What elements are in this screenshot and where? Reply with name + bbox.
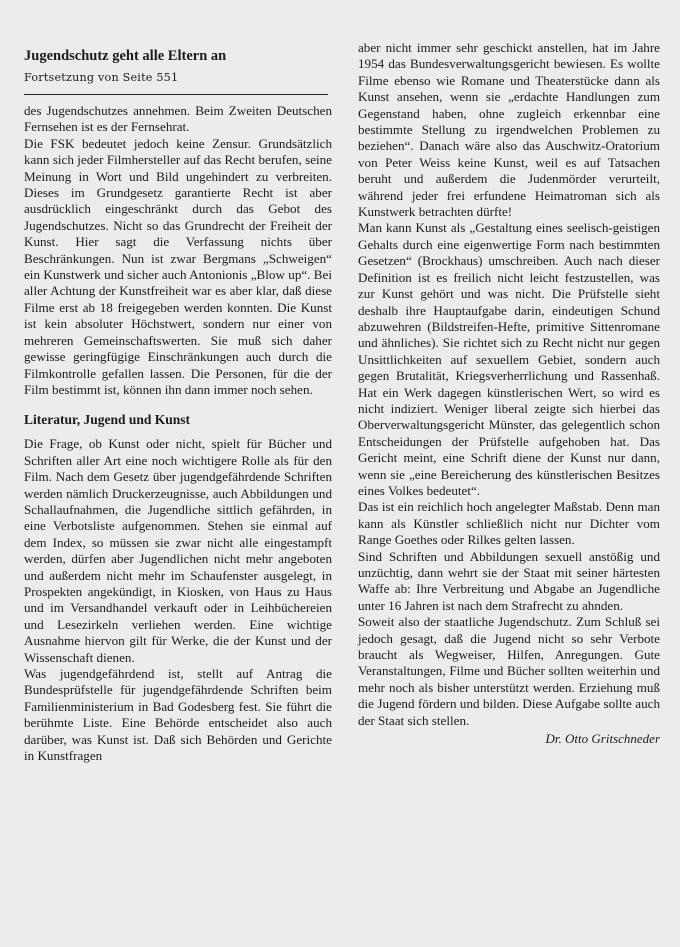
continuation-note: Fortsetzung von Seite 551	[24, 71, 179, 84]
paragraph: aber nicht immer sehr geschickt anstellen, hat im Jahre 1954 das Bundesverwaltungsgericht bewiesen. Es wollte Filme ebenso wie Romane und Theaterstücke dann als Kunst ansehen, wenn sie „erdachte Handlungen zum Gegenstand haben, ohne zugleich erkennbar eine bestimmte Stellung zu irgendwelchen Problemen zu beziehen“. Danach wäre also das Auschwitz-Oratorium von Peter Weiss keine Kunst, weil es auf Tatsachen beruht und außerdem die Judenmörder verurteilt, während jeder frei erfundene Heimatroman sich als Kunstwerk betrachten dürfte!	[358, 40, 660, 220]
paragraph: Die Frage, ob Kunst oder nicht, spielt für Bücher und Schriften aller Art eine noch wichtigere Rolle als für den Film. Nach dem Gesetz über jugendgefährdende Schriften werden nämlich Druckerzeugnisse, auch Abbildungen und Schallaufnahmen, die Jugendliche sittlich gefährden, in eine Verbotsliste aufgenommen. Stehen sie einmal auf dem Index, so müssen sie zwar nicht alle eingestampft werden, dürfen aber Jugendlichen nicht mehr angeboten und außerdem nicht mehr im Schaufenster ausgelegt, in Prospekten angekündigt, in Kiosken, von Haus zu Haus und im Versandhandel verkauft oder in Leihbüchereien und Lesezirkeln verliehen werden. Eine wichtige Ausnahme hiervon gilt für Werke, die der Kunst und der Wissenschaft dienen.	[24, 436, 332, 665]
left-column	[24, 44, 332, 764]
paragraph: Was jugendgefährdend ist, stellt auf Antrag die Bundesprüfstelle für jugendgefährdende Schriften beim Familienministerium in Bad Godesberg fest. Sie führt die berühmte Liste. Eine Behörde entscheidet also auch darüber, was Kunst ist. Daß sich Behörden und Gerichte in Kunstfragen	[24, 666, 332, 764]
right-column	[358, 40, 660, 747]
paragraph: Soweit also der staatliche Jugendschutz. Zum Schluß sei jedoch gesagt, daß die Jugend nicht so sehr Verbote braucht als Wegweiser, Hilfen, Anregungen. Gute Veranstaltungen, Filme und Bücher sollten weiterhin und mehr noch als bisher unterstützt werden. Erziehung muß die Jugend fördern und bilden. Diese Aufgabe sollte auch der Staat sich stellen.	[358, 614, 660, 728]
paragraph: Das ist ein reichlich hoch angelegter Maßstab. Denn man kann als Künstler schließlich nicht nur Dichter vom Range Goethes oder Rilkes gelten lassen.	[358, 499, 660, 548]
paragraph: Man kann Kunst als „Gestaltung eines seelisch-geistigen Gehalts durch eine eigenwertige Form nach bestimmten Gesetzen“ (Brockhaus) umschreiben. Auch nach dieser Definition ist es freilich nicht leicht festzustellen, was zur Kunst gehört und was nicht. Die Prüfstelle sieht deshalb ihre Hauptaufgabe darin, eindeutigen Schund abzuwehren (Bildstreifen-Hefte, primitive Sittenromane und ähnliches). Sie richtet sich zu Recht nicht nur gegen Unsittlichkeiten auf sexuellem Gebiet, sondern auch gegen Brutalität, Kriegsverherrlichung und Rassenhaß. Hat ein Werk dagegen künstlerischen Wert, so wird es nicht indiziert. Weniger liberal zeigte sich hierbei das Oberverwaltungsgericht Münster, das gelegentlich schon Entscheidungen der Prüfstelle aufgehoben hat. Das Gericht meint, eine Schrift diene der Kunst nur dann, wenn sie „eine Bereicherung des künstlerischen Besitzes eines Volkes bedeutet“.	[358, 220, 660, 498]
section-subheading: Literatur, Jugend und Kunst	[24, 412, 191, 428]
paragraph: Die FSK bedeutet jedoch keine Zensur. Grundsätzlich kann sich jeder Filmhersteller auf das Recht berufen, seine Meinung in Wort und Bild ungehindert zu verbreiten. Dieses im Grundgesetz garantierte Recht ist aber ausdrücklich eingeschränkt durch das Gebot des Jugendschutzes. Nicht so das Grundrecht der Freiheit der Kunst. Hier sagt die Verfassung nichts über Beschränkungen. Nun ist zwar Bergmans „Schweigen“ ein Kunstwerk und sicher auch Antonionis „Blow up“. Bei aller Achtung der Kunstfreiheit war es aber klar, daß diese Filme erst ab 18 freigegeben werden konnten. Die Kunst ist kein absoluter Höchstwert, sondern nur einer von mehreren Gemeinschaftswerten. Sie muß sich daher gewisse geringfügige Einschränkungen auch durch die Filmkontrolle gefallen lassen. Die Personen, für die der Film bestimmt ist, können ihn dann immer noch sehen.	[24, 135, 332, 397]
paragraph: des Jugendschutzes annehmen. Beim Zweiten Deutschen Fernsehen ist es der Fernsehrat.	[24, 103, 332, 135]
paragraph: Sind Schriften und Abbildungen sexuell anstößig und unzüchtig, dann wehrt sie der Staat mit seiner härtesten Waffe ab: Ihre Verbreitung und Abgabe an Jugendliche unter 16 Jahren ist nach dem Strafrecht zu ahnden.	[358, 548, 660, 613]
article-headline: Jugendschutz geht alle Eltern an	[24, 48, 227, 64]
headline-rule	[24, 94, 328, 95]
author-signature: Dr. Otto Gritschneder	[545, 731, 660, 747]
